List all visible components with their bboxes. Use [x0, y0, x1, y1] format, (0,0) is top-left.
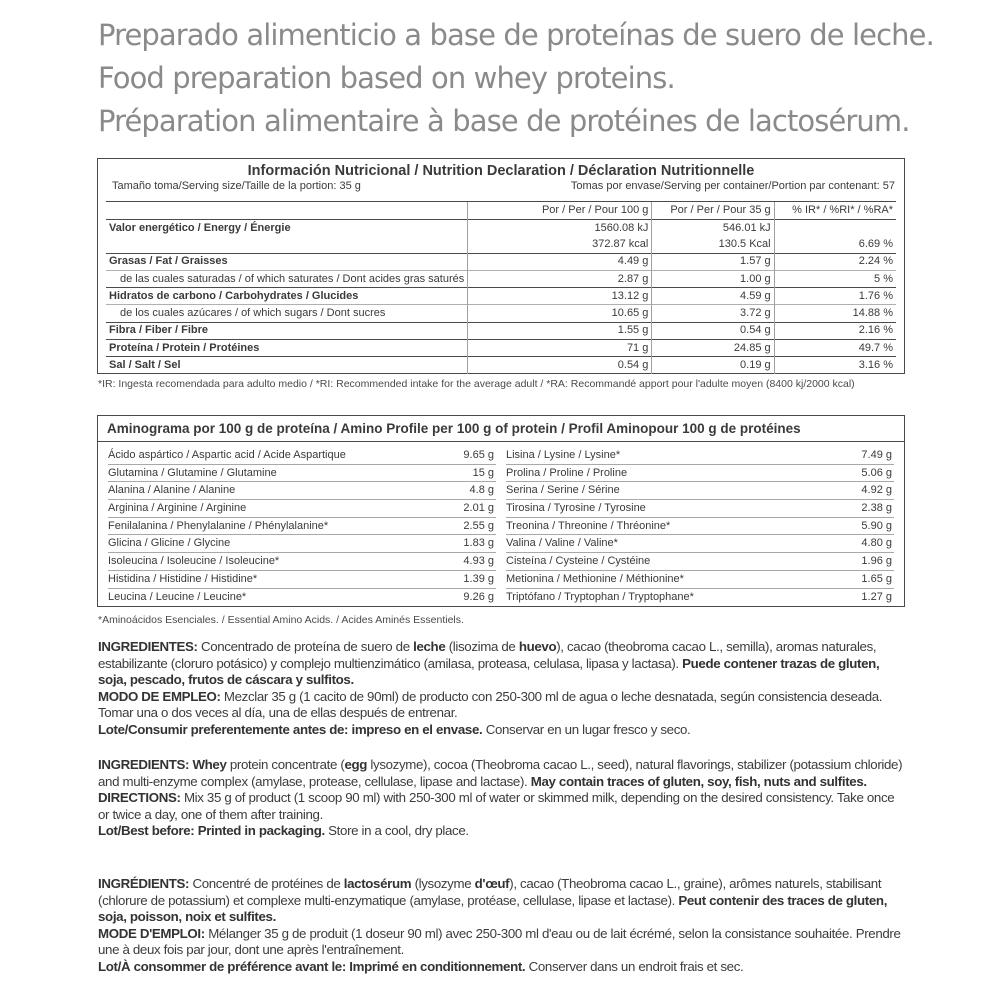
amino-value: 9.26 g: [463, 590, 494, 603]
amino-value: 5.90 g: [861, 519, 892, 532]
amino-row: [108, 589, 496, 606]
value-pct: 1.76 %: [774, 288, 896, 305]
amino-name: Glicina / Glicine / Glycine: [108, 537, 231, 550]
amino-row: [506, 571, 894, 589]
value-100g: 2.87 g: [468, 270, 652, 287]
amino-value: 2.01 g: [463, 502, 494, 515]
amino-row: [108, 500, 496, 518]
amino-value: 4.93 g: [463, 555, 494, 568]
value-pct: 2.16 %: [774, 322, 896, 339]
value-pct: 3.16 %: [774, 357, 896, 374]
value-35g: 4.59 g: [652, 288, 774, 305]
amino-name: Treonina / Threonine / Thréonine*: [506, 519, 671, 532]
lot-label: Lote/Consumir preferentemente antes de: impreso en el envase.: [98, 721, 483, 737]
allergen-traces: Puede contener trazas de gluten, soja, pescado, frutos de cáscara y sulfitos.: [98, 655, 880, 688]
amino-row: [108, 553, 496, 571]
ingredients-text: lysozyme), cocoa (Theobroma cacao L., seed), natural flavorings, stabilizer (potassium chloride) and multi-enzyme complex (amylase, protease, cellulase, lipase and lactase).: [98, 757, 903, 789]
lot-en: [98, 823, 903, 840]
nutrition-row-protein: [106, 340, 896, 357]
english-text-block: [98, 757, 903, 840]
amino-name: Prolina / Proline / Proline: [506, 466, 628, 479]
amino-name: Cisteína / Cysteine / Cystéine: [506, 555, 651, 568]
amino-name: Triptófano / Tryptophan / Tryptophane*: [506, 590, 694, 603]
ingredients-text: protein concentrate (: [226, 757, 345, 772]
value-100g: 0.54 g: [468, 357, 652, 374]
allergen-egg: huevo: [518, 639, 557, 654]
value-pct: 14.88 %: [774, 305, 896, 322]
nutrition-footnote: *IR: Ingesta recomendada para adulto medio / *RI: Recommended intake for the average adult / *RA: Recommandé apport pour l'adulte moyen (8400 kj/2000 kcal): [98, 378, 855, 390]
ingredients-label: INGREDIENTS:: [98, 757, 190, 772]
nutrition-row-saturates: [106, 270, 896, 287]
value-100g: 4.49 g: [468, 253, 652, 270]
amino-name: Ácido aspártico / Aspartic acid / Acide Aspartique: [108, 449, 346, 461]
amino-name: Metionina / Methionine / Méthionine*: [506, 572, 684, 585]
nutrition-row-fat: [106, 253, 896, 270]
row-label: de los cuales azúcares / of which sugars / Dont sucres: [106, 305, 468, 322]
row-label: Proteína / Protein / Protéines: [106, 340, 468, 357]
amino-name: Arginina / Arginine / Arginine: [108, 502, 247, 515]
value-pct: 6.69 %: [774, 236, 896, 253]
ingredients-es: [98, 639, 903, 689]
lot-label: Lot/Best before: Printed in packaging.: [98, 823, 325, 839]
amino-value: 4.80 g: [861, 537, 892, 550]
allergen-whey: Whey: [189, 757, 227, 772]
ingredients-text: ), cacao (theobroma cacao L., semilla), aromas naturales, estabilizante (cloruro potásico) y complejo multienzimático (amilasa, proteasa, celulasa, lipasa y lactasa).: [98, 639, 877, 671]
directions-en: [98, 790, 903, 823]
ingredients-text: (lysozyme: [411, 876, 475, 891]
value-100g: 1.55 g: [468, 322, 652, 339]
value-pct: 2.24 %: [774, 253, 896, 270]
value-35g: 0.54 g: [652, 322, 774, 339]
value-35g: 1.57 g: [652, 253, 774, 270]
amino-name: Glutamina / Glutamine / Glutamine: [108, 466, 277, 479]
ingredients-text: Concentré de protéines de: [189, 876, 344, 891]
amino-row: [108, 482, 496, 500]
nutrition-header-row: [106, 202, 896, 220]
allergen-milk: leche: [413, 639, 446, 654]
value-35g: 24.85 g: [652, 340, 774, 357]
amino-value: 7.49 g: [861, 449, 892, 461]
product-description: [98, 14, 934, 143]
amino-right-column: [506, 447, 894, 605]
amino-value: 4.8 g: [469, 484, 494, 497]
row-label: Valor energético / Energy / Énergie: [106, 220, 468, 237]
amino-row: [506, 465, 894, 483]
amino-row: [108, 447, 496, 465]
amino-divider: [98, 441, 904, 442]
ingredients-text: ), cacao (Theobroma cacao L., graine), arômes naturels, stabilisant (chlorure de potassium) et complexe multi-enzymatique (amylase, protéase, cellulase, lipase et lactase).: [98, 876, 882, 908]
allergen-egg: d'œuf: [474, 876, 510, 891]
amino-value: 1.27 g: [861, 590, 892, 603]
amino-name: Tirosina / Tyrosine / Tyrosine: [506, 502, 646, 515]
value-35g: 546.01 kJ: [652, 220, 774, 237]
row-label: Hidratos de carbono / Carbohydrates / Glucides: [106, 288, 468, 305]
lot-label: Lot/À consommer de préférence avant le: Imprimé en conditionnement.: [98, 958, 526, 974]
description-es: Preparado alimenticio a base de proteínas de suero de leche.: [98, 18, 934, 52]
allergen-traces: Peut contenir des traces de gluten, soja, poisson, noix et sulfites.: [98, 892, 888, 925]
amino-name: Valina / Valine / Valine*: [506, 537, 618, 550]
ingredients-text: Concentrado de proteína de suero de: [197, 639, 414, 654]
amino-name: Serina / Serine / Sérine: [506, 484, 620, 497]
nutrition-title: Información Nutricional / Nutrition Declaration / Déclaration Nutritionnelle: [247, 163, 755, 179]
amino-name: Fenilalanina / Phenylalanine / Phénylalanine*: [108, 519, 329, 532]
nutrition-row-energy-kcal: [106, 236, 896, 253]
nutrition-row-fibre: [106, 322, 896, 339]
value-100g: 13.12 g: [468, 288, 652, 305]
amino-name: Isoleucina / Isoleucine / Isoleucine*: [108, 555, 280, 568]
amino-value: 1.83 g: [463, 537, 494, 550]
amino-value: 2.38 g: [861, 502, 892, 515]
amino-value: 4.92 g: [861, 484, 892, 497]
storage-text: Conservar en un lugar fresco y seco.: [482, 721, 691, 737]
servings-per-container: Tomas por envase/Serving per container/Portion par contenant: 57: [570, 180, 895, 192]
amino-value: 5.06 g: [861, 466, 892, 479]
allergen-whey: lactosérum: [343, 876, 412, 891]
nutrition-row-energy-kj: [106, 220, 896, 237]
amino-row: [506, 553, 894, 571]
amino-row: [506, 518, 894, 536]
row-label: Grasas / Fat / Graisses: [106, 253, 468, 270]
amino-left-column: [108, 447, 496, 605]
value-100g: 71 g: [468, 340, 652, 357]
ingredients-text: (lisozima de: [445, 639, 519, 654]
amino-name: Alanina / Alanine / Alanine: [108, 484, 236, 497]
amino-value: 2.55 g: [463, 519, 494, 532]
lot-fr: [98, 959, 903, 976]
value-100g: 372.87 kcal: [468, 236, 652, 253]
amino-name: Lisina / Lysine / Lysine*: [506, 449, 621, 461]
value-35g: 130.5 Kcal: [652, 236, 774, 253]
amino-row: [108, 518, 496, 536]
nutrition-row-salt: [106, 357, 896, 374]
french-text-block: [98, 876, 903, 976]
amino-columns: [108, 447, 894, 605]
amino-value: 15 g: [472, 466, 494, 479]
amino-value: 1.39 g: [463, 572, 494, 585]
ingredients-label: INGRÉDIENTS:: [98, 876, 190, 891]
amino-value: 1.96 g: [861, 555, 892, 568]
usage-text: Mélanger 35 g de produit (1 doseur 90 ml) avec 250-300 ml d'eau ou de lait écrémé, selon la consistance souhaitée. Prendre une à deux fois par jour, dont une après l'entraînement.: [98, 925, 901, 958]
header-pct-ri: % IR* / %RI* / %RA*: [774, 202, 896, 220]
value-pct: [774, 220, 896, 237]
row-label: Fibra / Fiber / Fibre: [106, 322, 468, 339]
directions-text: Mix 35 g of product (1 scoop 90 ml) with 250-300 ml of water or skimmed milk, depending on the desired consistency. Take once or twice a day, one of them after training.: [98, 790, 895, 822]
amino-name: Leucina / Leucine / Leucine*: [108, 590, 247, 603]
amino-row: [506, 535, 894, 553]
description-en: Food preparation based on whey proteins.: [98, 61, 675, 95]
row-label: de las cuales saturadas / of which saturates / Dont acides gras saturés: [106, 270, 468, 287]
usage-text: Mezclar 35 g (1 cacito de 90ml) de producto con 250-300 ml de agua o leche desnatada, según consistencia deseada. Tomar una o dos veces al día, una de ellas después de entrenar.: [98, 688, 883, 721]
amino-value: 1.65 g: [861, 572, 892, 585]
amino-row: [108, 465, 496, 483]
value-35g: 0.19 g: [652, 357, 774, 374]
storage-text: Conserver dans un endroit frais et sec.: [525, 958, 744, 974]
nutrition-grid: [106, 201, 896, 374]
amino-row: [506, 500, 894, 518]
amino-name: Histidina / Histidine / Histidine*: [108, 572, 258, 585]
usage-es: [98, 689, 903, 722]
amino-row: [506, 447, 894, 465]
value-35g: 3.72 g: [652, 305, 774, 322]
amino-row: [506, 589, 894, 606]
value-100g: 10.65 g: [468, 305, 652, 322]
nutrition-row-sugars: [106, 305, 896, 322]
nutrition-row-carbohydrates: [106, 288, 896, 305]
serving-size: Tamaño toma/Serving size/Taille de la portion: 35 g: [112, 180, 361, 192]
amino-footnote: *Aminoácidos Esenciales. / Essential Amino Acids. / Acides Aminés Essentiels.: [98, 614, 464, 626]
value-pct: 5 %: [774, 270, 896, 287]
spanish-text-block: [98, 639, 903, 739]
amino-row: [108, 535, 496, 553]
row-label: Sal / Salt / Sel: [106, 357, 468, 374]
value-pct: 49.7 %: [774, 340, 896, 357]
amino-row: [506, 482, 894, 500]
header-empty: [106, 202, 468, 220]
row-label: [106, 236, 468, 253]
ingredients-label: INGREDIENTES:: [98, 639, 198, 654]
serving-info: [98, 180, 904, 193]
nutrition-table: [97, 158, 905, 374]
allergen-egg: egg: [344, 757, 368, 772]
ingredients-en: [98, 757, 903, 790]
header-per-100g: Por / Per / Pour 100 g: [468, 202, 652, 220]
description-fr: Préparation alimentaire à base de protéines de lactosérum.: [98, 104, 910, 138]
amino-row: [108, 571, 496, 589]
amino-profile-table: [97, 415, 905, 607]
usage-label: MODO DE EMPLEO:: [98, 688, 221, 704]
lot-es: [98, 722, 903, 739]
usage-fr: [98, 926, 903, 959]
allergen-traces: May contain traces of gluten, soy, fish, nuts and sulfites.: [530, 773, 867, 789]
amino-title: Aminograma por 100 g de proteína / Amino Profile per 100 g of protein / Profil Aminopour 100 g de protéines: [107, 421, 801, 436]
ingredients-fr: [98, 876, 903, 926]
directions-label: DIRECTIONS:: [98, 790, 181, 806]
value-35g: 1.00 g: [652, 270, 774, 287]
value-100g: 1560.08 kJ: [468, 220, 652, 237]
amino-value: 9.65 g: [463, 449, 494, 461]
header-per-35g: Por / Per / Pour 35 g: [652, 202, 774, 220]
storage-text: Store in a cool, dry place.: [324, 823, 469, 839]
usage-label: MODE D'EMPLOI:: [98, 925, 205, 941]
